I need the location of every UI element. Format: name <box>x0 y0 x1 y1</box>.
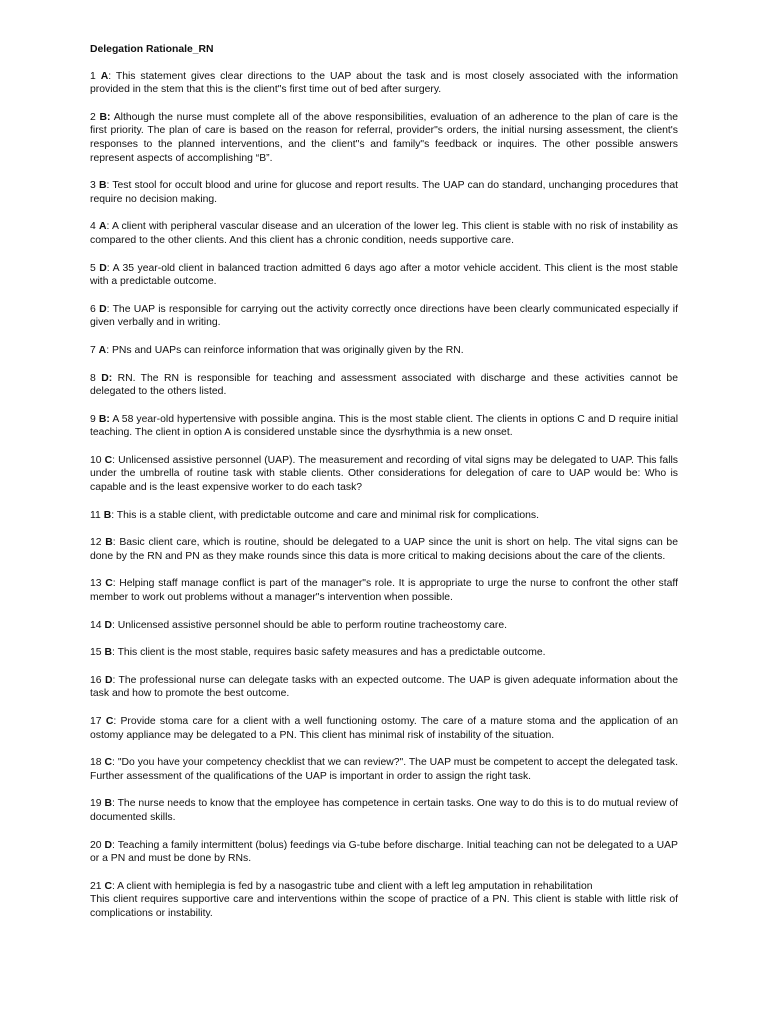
question-number: 18 <box>90 757 102 769</box>
rationale-item <box>90 179 678 206</box>
answer-letter: D <box>104 839 113 851</box>
answer-separator: : <box>112 757 118 769</box>
question-number: 10 <box>90 454 102 466</box>
rationale-item <box>90 344 678 358</box>
answer-letter: C <box>104 454 113 466</box>
answer-letter: D <box>104 619 112 631</box>
rationale-item <box>90 715 678 742</box>
rationale-item <box>90 646 678 660</box>
answer-separator: : <box>113 716 121 727</box>
answer-separator: : <box>106 303 113 315</box>
answer-letter: D <box>99 262 107 274</box>
rationale-text: Basic client care, which is routine, should be delegated to a UAP since the unit is short on help. The vital signs can be done by the RN and PN as they make rounds since this data is more critical to making decisions about the care of the clients. <box>90 537 678 562</box>
rationale-item <box>90 454 678 495</box>
answer-letter: B: <box>99 111 111 123</box>
rationale-text: A 58 year-old hypertensive with possible angina. This is the most stable client. The clients in options C and D require initial teaching. The client in option A is considered unstable since the dysrhythmia is a new onset. <box>90 413 678 439</box>
answer-separator: : <box>111 619 118 631</box>
answer-separator: : <box>112 839 118 851</box>
question-number: 6 <box>90 303 96 315</box>
answer-separator: : <box>111 880 118 892</box>
question-number: 19 <box>90 798 102 810</box>
answer-letter: B <box>104 798 112 810</box>
rationale-item <box>90 220 678 247</box>
answer-letter: B <box>103 509 112 521</box>
rationale-item <box>90 536 678 563</box>
answer-separator: : <box>106 262 113 274</box>
rationale-text: This statement gives clear directions to the UAP about the task and is most closely associated with the information provided in the stem that this is the client"s first time out of bed after surgery. <box>90 70 679 96</box>
answer-letter: A <box>98 344 107 356</box>
answer-separator: : <box>106 344 112 356</box>
rationale-text: Helping staff manage conflict is part of the manager"s role. It is appropriate to urge the nurse to confront the other staff member to work out problems without a manager"s intervention when possible. <box>90 578 678 604</box>
rationale-text: A client with peripheral vascular disease and an ulceration of the lower leg. This client is stable with no risk of instability as compared to the other clients. And this client has a chronic condition, needs supportive care. <box>90 221 678 246</box>
question-number: 8 <box>90 372 96 384</box>
answer-letter: C <box>105 716 114 727</box>
answer-letter: C <box>105 578 113 590</box>
rationale-text: The UAP is responsible for carrying out the activity correctly once directions have been clearly communicated especially if given verbally and in writing. <box>90 303 678 329</box>
answer-separator: : <box>112 537 120 549</box>
answer-letter: B <box>98 180 107 192</box>
rationale-text: This client is the most stable, requires basic safety measures and has a predictable outcome. <box>117 647 546 659</box>
rationale-text: The professional nurse can delegate tasks with an expected outcome. The UAP is given adequate information about the task and how to promote the best outcome. <box>90 674 678 700</box>
rationale-text: The nurse needs to know that the employee has competence in certain tasks. One way to do this is to do mutual review of documented skills. <box>90 798 678 823</box>
answer-letter: B <box>105 537 113 549</box>
rationale-text: A client with hemiplegia is fed by a nasogastric tube and client with a left leg amputation in rehabilitation <box>117 880 593 892</box>
question-number: 21 <box>90 880 102 892</box>
rationale-item <box>90 509 678 523</box>
answer-separator: : <box>111 509 117 521</box>
answer-letter: A <box>98 221 107 233</box>
answer-letter: B <box>104 647 112 659</box>
answer-letter: D: <box>101 372 113 384</box>
question-number: 4 <box>90 221 96 233</box>
rationale-item <box>90 372 678 399</box>
answer-letter: D <box>99 303 107 315</box>
question-number: 2 <box>90 111 96 123</box>
question-number: 5 <box>90 262 96 274</box>
rationale-item <box>90 111 678 165</box>
rationale-text: Test stool for occult blood and urine for glucose and report results. The UAP can do standard, unchanging procedures that require no decision making. <box>90 180 678 205</box>
answer-separator: : <box>112 674 119 686</box>
rationale-list <box>90 70 678 921</box>
answer-letter: B: <box>98 413 110 425</box>
answer-separator: : <box>111 647 118 659</box>
rationale-item <box>90 674 678 701</box>
rationale-text: Although the nurse must complete all of the above responsibilities, evaluation of an adherence to the plan of care is the first priority. The plan of care is based on the reason for referral, provider"s orders, the initial nursing assessment, the client's responses to the planned interventions, and the client"s and family"s feedback or inquires. The other possible answers represent aspects of accomplishing “B”. <box>90 111 678 164</box>
question-number: 17 <box>90 716 102 727</box>
answer-separator: : <box>111 798 118 810</box>
question-number: 13 <box>90 578 102 590</box>
rationale-text: RN. The RN is responsible for teaching and assessment associated with discharge and these activities cannot be delegated to the others listed. <box>90 372 678 398</box>
answer-letter: C <box>104 757 112 769</box>
rationale-item <box>90 70 678 97</box>
rationale-text: Teaching a family intermittent (bolus) feedings via G-tube before discharge. Initial teaching can not be delegated to a UAP or a PN and must be done by RNs. <box>90 839 678 865</box>
rationale-item <box>90 303 678 330</box>
question-number: 16 <box>90 674 102 686</box>
rationale-text: A 35 year-old client in balanced traction admitted 6 days ago after a motor vehicle accident. This client is the most stable with a predictable outcome. <box>90 262 678 288</box>
answer-separator: : <box>108 70 116 82</box>
document-title: Delegation Rationale_RN <box>90 44 214 55</box>
rationale-item <box>90 577 678 604</box>
question-number: 14 <box>90 619 102 631</box>
answer-letter: D <box>104 674 113 686</box>
rationale-text: "Do you have your competency checklist that we can review?". The UAP must be competent to accept the delegated task. Further assessment of the qualifications of the UAP is important in order to assign the right task. <box>90 757 679 782</box>
answer-letter: C <box>104 880 112 892</box>
question-number: 3 <box>90 180 96 192</box>
question-number: 11 <box>90 509 101 521</box>
rationale-item <box>90 619 678 633</box>
answer-separator: : <box>112 578 120 590</box>
rationale-item <box>90 839 678 866</box>
answer-separator: : <box>112 454 119 466</box>
rationale-text: Provide stoma care for a client with a well functioning ostomy. The care of a mature stoma and the application of an ostomy appliance may be delegated to a PN. This client has minimal risk of instability of the situation. <box>90 716 678 741</box>
question-number: 15 <box>90 647 102 659</box>
rationale-text: Unlicensed assistive personnel should be able to perform routine tracheostomy care. <box>117 619 508 631</box>
rationale-text: Unlicensed assistive personnel (UAP). The measurement and recording of vital signs may be delegated to UAP. This falls under the umbrella of routine task with stable clients. Other considerations for delegation of care to UAP would be: Who is capable and is the least expensive worker to do each task? <box>90 454 679 494</box>
rationale-item <box>90 262 678 289</box>
rationale-text: This is a stable client, with predictable outcome and care and minimal risk for complications. <box>116 509 539 521</box>
question-number: 9 <box>90 413 96 425</box>
rationale-item <box>90 880 678 921</box>
question-number: 7 <box>90 344 96 356</box>
rationale-item <box>90 756 678 783</box>
answer-letter: A <box>100 70 109 82</box>
answer-separator: : <box>106 221 112 233</box>
rationale-item <box>90 413 678 440</box>
question-number: 1 <box>90 70 96 82</box>
rationale-item <box>90 797 678 824</box>
document-page <box>90 43 678 935</box>
question-number: 20 <box>90 839 102 851</box>
rationale-text: PNs and UAPs can reinforce information that was originally given by the RN. <box>111 344 464 356</box>
answer-separator: : <box>106 180 113 192</box>
question-number: 12 <box>90 537 102 549</box>
rationale-text-continued: This client requires supportive care and interventions within the scope of practice of a PN. This client is stable with little risk of complications or instability. <box>90 894 678 919</box>
